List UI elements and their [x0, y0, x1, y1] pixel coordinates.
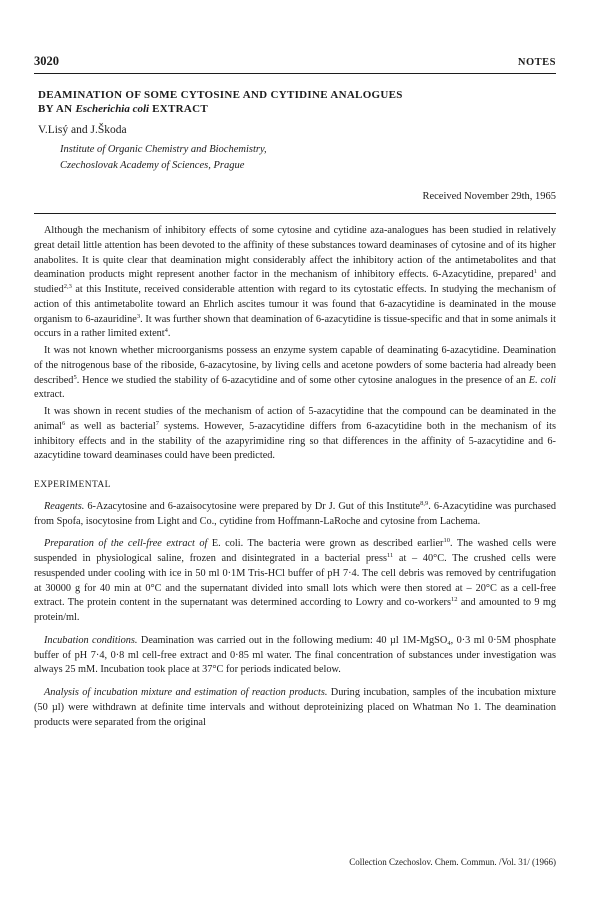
- experimental-heading: EXPERIMENTAL: [34, 480, 111, 490]
- page-number: 3020: [34, 54, 59, 68]
- subheading: Preparation of the cell-free extract of: [44, 538, 208, 550]
- journal-footer: Collection Czechoslov. Chem. Commun. /Vol. 31/ (1966): [349, 857, 556, 867]
- paragraph-3: [34, 405, 556, 464]
- text: It was shown in recent studies of the mechanism of action of 5-azacytidine that the compound can be deaminated in the animal: [34, 406, 556, 432]
- received-date: Received November 29th, 1965: [422, 191, 556, 202]
- text: , 0·3 ml 0·5M phosphate buffer of pH 7·4, 0·8 ml cell-free extract and 0·85 ml water. The final concentration of substances under investigation was always 25 mM. Incubation took place at 37°C for periods indicated below.: [34, 634, 556, 676]
- text: and studied: [34, 269, 556, 295]
- incubation-paragraph: [34, 634, 556, 678]
- running-header: [34, 54, 556, 69]
- text: Deamination was carried out in the following medium: 40 µl 1M-MgSO: [137, 634, 448, 646]
- ref-superscript: 2,3: [63, 283, 72, 290]
- title-suffix: EXTRACT: [149, 103, 209, 115]
- reagents-paragraph: [34, 500, 556, 530]
- header-rule: [34, 73, 556, 74]
- text: as well as bacterial: [65, 420, 156, 432]
- text: systems. However, 5-azacytidine differs from 6-azacytidine both in the mechanism of its inhibitory effects and in the stability of the azapyrimidine ring so that differences in the affinity of 5-azacytidine and 6-azacytidine toward deaminases could have been predicted.: [34, 420, 557, 462]
- text: It was not known whether microorganisms possess an enzyme system capable of deaminating 6-azacytidine. Deamination of the nitrogenous base of the riboside, 6-azacytosine, by living cells and acetone powders of some bacteria had already been described: [34, 345, 556, 386]
- text: During incubation, samples of the incubation mixture (50 µl) were withdrawn at definite time intervals and without deproteinizing placed on Whatman No 1. The deamination products were separated from the original: [34, 687, 556, 728]
- ref-superscript: 8,9: [420, 499, 429, 507]
- ref-superscript: 5: [73, 373, 77, 381]
- text: and amounted to 9 mg protein/ml.: [34, 597, 556, 623]
- paragraph-2: [34, 344, 556, 403]
- ref-superscript: 3: [136, 312, 141, 320]
- affiliation-line-1: Institute of Organic Chemistry and Biochemistry,: [60, 144, 267, 155]
- text: at – 40°C. The crushed cells were resuspended under cooling with ice in 50 ml 0·1M Tris-HCl buffer of pH 7·4. The cell debris was removed by centrifugation at 30000 g for 40 min at 0°C and the supernatant divided into small lots which were then stored at – 20°C as a cell-free extract. The protein content in the supernatant was determined according to Lowry and co-workers: [34, 553, 556, 609]
- paragraph-1: [34, 224, 556, 342]
- article-body: [34, 224, 556, 730]
- affiliation: [60, 142, 267, 174]
- text: Although the mechanism of inhibitory effects of some cytosine and cytidine aza-analogues has been studied in relatively great detail little attention has been devoted to the affinity of these substances toward deaminases of cytosine and of its higher anabolites. It is quite clear that deamination might considerably affect the inhibitory action of the antimetabolites and that deamination products might represent another factor in the mechanism of inhibitory effects. 6-Azacytidine, prepared: [34, 225, 556, 281]
- text: . 6-Azacytidine was purchased from Spofa, isocytosine from Light and Co., cytidine from Hoffmann-LaRoche and cytosine from Lachema.: [34, 500, 556, 527]
- organism-italic: E. coli: [528, 374, 556, 386]
- title-prefix: BY AN: [38, 103, 76, 115]
- text: . Hence we studied the stability of 6-azacytidine and of some other cytosine analogues in the presence of an: [76, 374, 529, 386]
- preparation-paragraph: [34, 537, 556, 626]
- ref-superscript: 4: [164, 327, 168, 335]
- subheading: Analysis of incubation mixture and estimation of reaction products.: [44, 687, 328, 698]
- text: 6-Azacytosine and 6-azaisocytosine were prepared by Dr J. Gut of this Institute: [84, 500, 421, 512]
- ref-superscript: 7: [155, 419, 159, 427]
- section-label: NOTES: [517, 57, 556, 68]
- text: . The bacteria were grown as described earlier: [240, 538, 444, 550]
- authors: V.Lisý and J.Škoda: [38, 124, 127, 136]
- text: . It was further shown that deamination of 6-azacytidine is tissue-specific and that in some animals it occurs in a rather limited extent: [34, 313, 556, 340]
- text: . The washed cells were suspended in physiological saline, frozen and disintegrated in a bacterial press: [34, 538, 557, 564]
- subheading: Incubation conditions.: [44, 634, 138, 646]
- affiliation-line-2: Czechoslovak Academy of Sciences, Prague: [60, 160, 245, 171]
- ref-superscript: 1: [533, 268, 538, 276]
- title-line-2: [38, 102, 538, 116]
- text: .: [167, 328, 171, 340]
- article-title: [38, 88, 538, 116]
- ref-superscript: 11: [387, 552, 394, 559]
- organism-name: E. coli: [207, 538, 241, 550]
- section-rule: [34, 213, 556, 214]
- ref-superscript: 10: [443, 537, 450, 545]
- subscript: 4: [447, 639, 451, 647]
- ref-superscript: 12: [450, 596, 458, 604]
- subheading: Reagents.: [44, 500, 85, 512]
- analysis-paragraph: [34, 686, 556, 730]
- title-line-1: DEAMINATION OF SOME CYTOSINE AND CYTIDINE ANALOGUES: [38, 89, 403, 101]
- ref-superscript: 6: [62, 419, 66, 427]
- text: extract.: [34, 389, 65, 401]
- text: at this Institute, received considerable attention with regard to its cytostatic effects. In studying the mechanism of action of this antimetabolite toward an Ehrlich ascites tumour it was found that 6-azacytidine is deaminated in the mouse organism to 6-azauridine: [34, 284, 556, 325]
- title-organism: Escherichia coli: [75, 103, 150, 115]
